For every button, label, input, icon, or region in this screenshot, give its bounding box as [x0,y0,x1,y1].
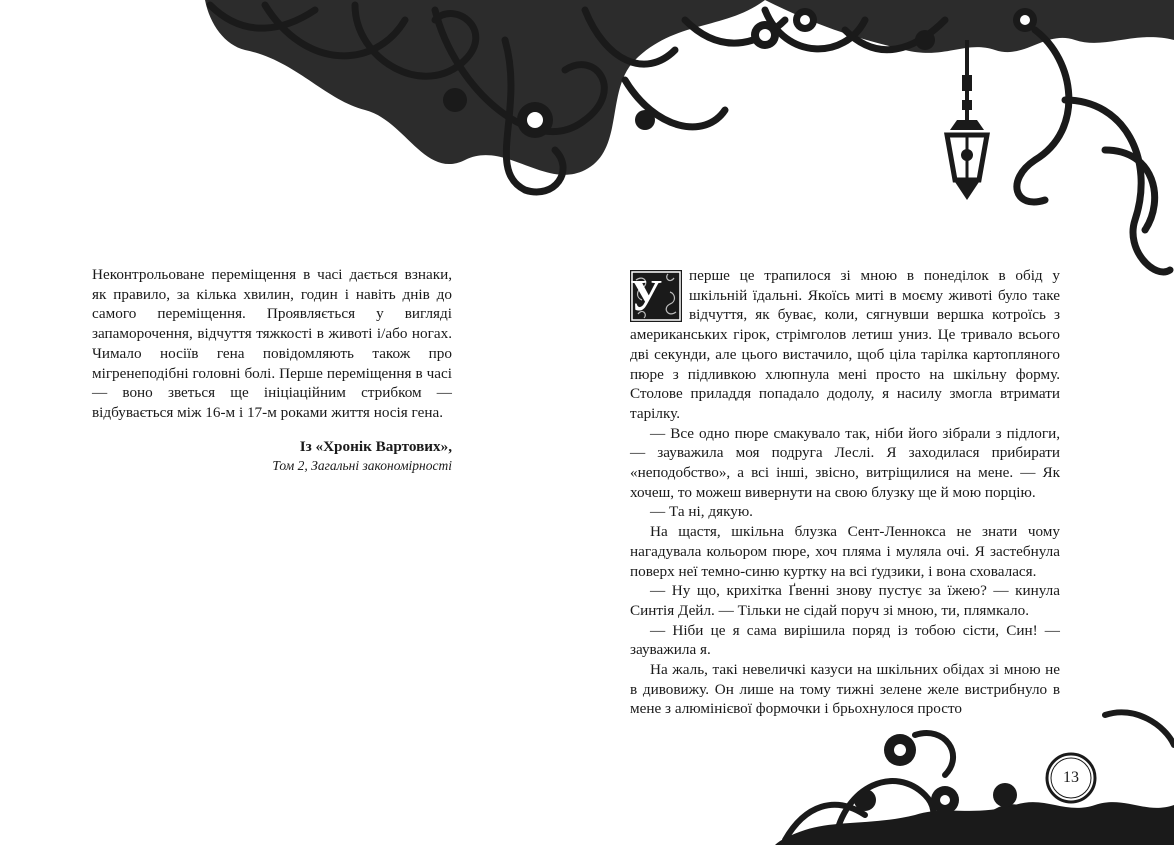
epigraph-source [92,437,452,475]
paragraph-1-text: перше це трапилося зі мною в понеділок в обід у шкільній їдальні. Якоїсь миті в моєму животі було таке відчуття, як буває, коли, сягнувши вершка котроїсь з американських гірок, стрімголов летиш униз. Це тривало всього дві секунди, але цього вистачило, щоб ціла тарілка картопляного пюре з підливкою хлюпнула мені просто на шкільну форму. Столове приладдя попадало додолу, я насилу змогла втримати тарілку. [630,267,1060,422]
lantern-icon [947,40,987,200]
source-subtitle: Том 2, Загальні закономірності [272,457,452,473]
paragraph-4: На щастя, шкільна блузка Сент-Леннокса не знати чому нагадувала кольором пюре, хоч пляма і муляла очі. Я застебнула поверх неї темно-синю куртку на всі ґудзики, і вона сховалася. [630,523,1060,580]
paragraph-2: — Все одно пюре смакувало так, ніби його зібрали з підлоги, — зауважила моя подруга Леслі. Я заходилася прибирати «неподобство», а всі інші, звісно, витріщилися на мене. — Як хочеш, то можеш вивернути на свою блузку ще й мою порцію. [630,424,1060,501]
paragraph-5: — Ну що, крихітка Ґвенні знову пустує за їжею? — кинула Синтія Дейл. — Тільки не сідай поруч зі мною, ти, плямкало. [630,582,1060,619]
right-page [630,266,1060,719]
drop-cap-letter: У [630,271,663,320]
source-title: Із «Хронік Вартових», [299,437,452,455]
paragraph-1 [630,266,1060,424]
page-number: 13 [1063,769,1079,786]
left-page [92,265,452,475]
top-filigree-ornament [205,0,1174,300]
epigraph-text: Неконтрольоване переміщення в часі дається взнаки, як правило, за кілька хвилин, годин і навіть днів до самого переміщення. Проявляється у вигляді запаморочення, відчуття тяжкості в животі і/або ногах. Чимало носіїв гена повідомляють також про мігренеподібні головні болі. Перше переміщення в часі — воно зветься ще ініціаційним стрибком — відбувається між 16-м і 17-м роками життя носія гена. [92,266,452,421]
paragraph-7: На жаль, такі невеличкі казуси на шкільних обідах зі мною не в дивовижу. Он лише на тому тижні зелене желе вистрибнуло в мене з алюмінієвої формочки і брьохнулося просто [630,661,1060,718]
epigraph [92,265,452,423]
paragraph-3: — Та ні, дякую. [650,503,753,521]
drop-cap [630,270,682,322]
paragraph-6: — Ніби це я сама вирішила поряд із тобою сісти, Син! — зауважила я. [630,621,1060,659]
bottom-filigree-ornament [775,705,1174,845]
